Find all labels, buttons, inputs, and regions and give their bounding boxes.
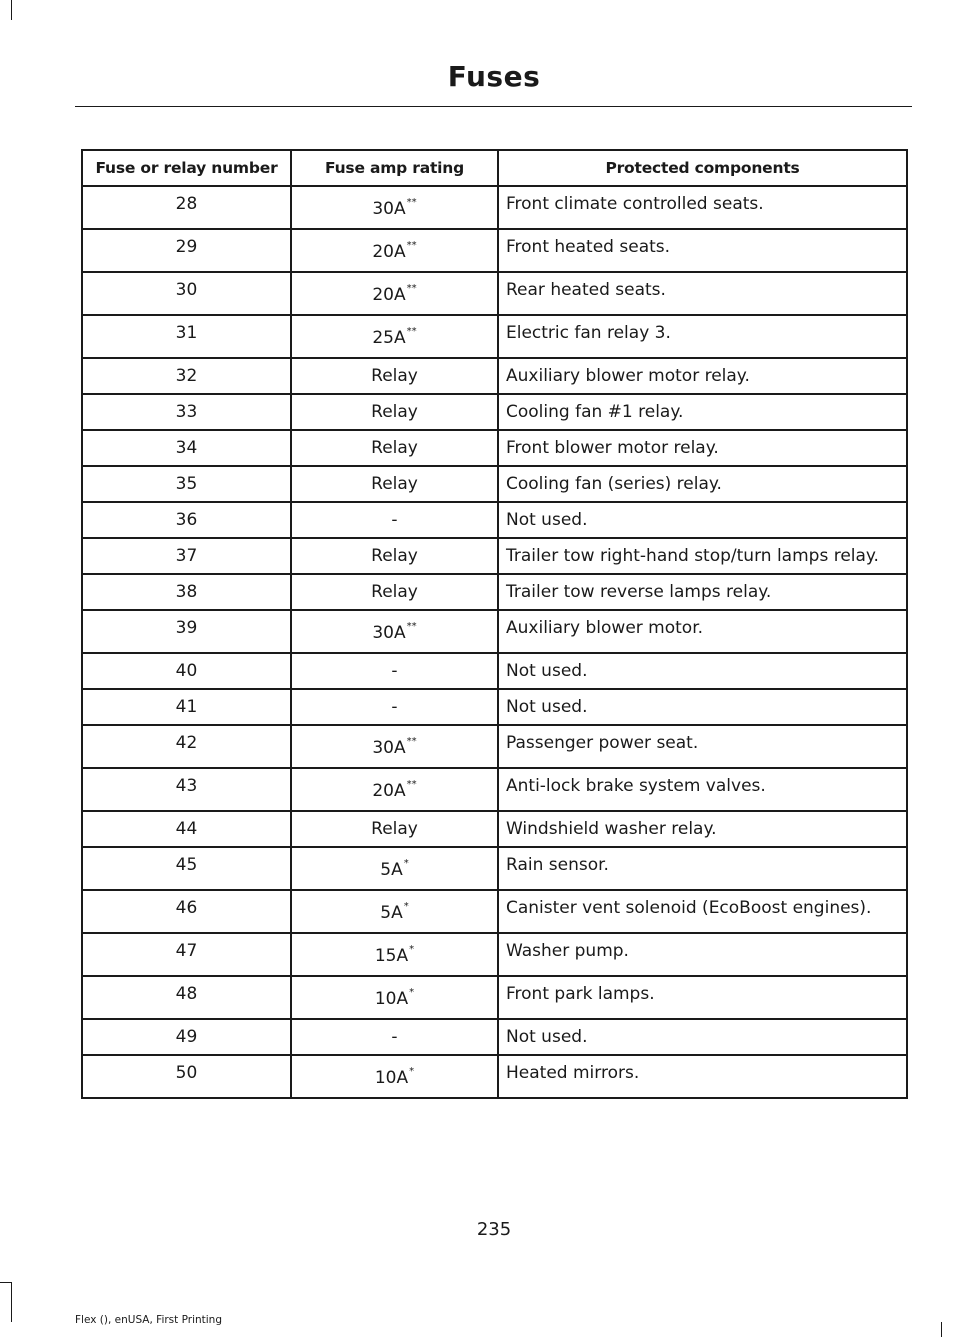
- protected-component: Cooling fan #1 relay.: [498, 394, 907, 430]
- amp-rating: [380, 898, 408, 926]
- amp-rating: [375, 1063, 414, 1091]
- fuse-number: 41: [82, 689, 291, 725]
- amp-rating-value: -: [391, 697, 398, 717]
- amp-rating: [372, 280, 416, 308]
- table-row: [82, 847, 907, 890]
- table-row: [82, 689, 907, 725]
- table-row: [82, 430, 907, 466]
- table-row: [82, 538, 907, 574]
- amp-rating: [375, 941, 414, 969]
- table-row: [82, 358, 907, 394]
- table-row: [82, 976, 907, 1019]
- crop-mark-bottom-left-h: [0, 1282, 12, 1283]
- protected-component: Not used.: [498, 653, 907, 689]
- amp-rating-value: 10A: [374, 989, 409, 1009]
- fuse-table-body: [82, 186, 907, 1098]
- footnote-marker: *: [409, 1066, 415, 1077]
- table-header-row: [82, 150, 907, 186]
- footnote-marker: **: [406, 779, 417, 790]
- amp-rating: [371, 474, 418, 495]
- amp-rating: [371, 546, 418, 567]
- table-row: [82, 933, 907, 976]
- amp-rating: [372, 237, 416, 265]
- amp-rating-cell: [291, 811, 498, 847]
- protected-component: Front heated seats.: [498, 229, 907, 272]
- title-divider: [75, 106, 912, 107]
- fuse-number: 32: [82, 358, 291, 394]
- amp-rating-cell: [291, 466, 498, 502]
- table-row: [82, 315, 907, 358]
- protected-component: Heated mirrors.: [498, 1055, 907, 1098]
- fuse-number: 40: [82, 653, 291, 689]
- amp-rating-value: Relay: [371, 366, 418, 386]
- protected-component: Anti-lock brake system valves.: [498, 768, 907, 811]
- amp-rating-cell: [291, 574, 498, 610]
- amp-rating-cell: [291, 768, 498, 811]
- amp-rating: [372, 618, 416, 646]
- footnote-marker: **: [406, 326, 417, 337]
- fuse-number: 34: [82, 430, 291, 466]
- protected-component: Auxiliary blower motor relay.: [498, 358, 907, 394]
- table-row: [82, 890, 907, 933]
- amp-rating: [391, 510, 397, 531]
- fuse-number: 39: [82, 610, 291, 653]
- amp-rating: [391, 661, 397, 682]
- amp-rating-value: Relay: [371, 582, 418, 602]
- amp-rating-value: 5A: [380, 903, 403, 923]
- protected-component: Front climate controlled seats.: [498, 186, 907, 229]
- amp-rating: [371, 402, 418, 423]
- fuse-number: 49: [82, 1019, 291, 1055]
- table-row: [82, 811, 907, 847]
- amp-rating-cell: [291, 653, 498, 689]
- amp-rating-cell: [291, 186, 498, 229]
- fuse-number: 30: [82, 272, 291, 315]
- amp-rating-value: Relay: [371, 474, 418, 494]
- amp-rating: [375, 984, 414, 1012]
- table-row: [82, 1055, 907, 1098]
- fuse-number: 43: [82, 768, 291, 811]
- protected-component: Not used.: [498, 689, 907, 725]
- footnote-marker: *: [409, 987, 415, 998]
- protected-component: Not used.: [498, 502, 907, 538]
- amp-rating-cell: [291, 229, 498, 272]
- amp-rating-value: -: [391, 510, 398, 530]
- amp-rating-value: 20A: [372, 781, 406, 801]
- fuse-number: 28: [82, 186, 291, 229]
- amp-rating-value: 20A: [372, 285, 406, 305]
- amp-rating-value: 15A: [374, 946, 409, 966]
- fuse-number: 36: [82, 502, 291, 538]
- amp-rating-cell: [291, 933, 498, 976]
- column-header-number: Fuse or relay number: [82, 150, 291, 186]
- table-row: [82, 574, 907, 610]
- table-row: [82, 229, 907, 272]
- protected-component: Front blower motor relay.: [498, 430, 907, 466]
- protected-component: Electric fan relay 3.: [498, 315, 907, 358]
- table-row: [82, 394, 907, 430]
- amp-rating: [372, 776, 416, 804]
- edition-footer: Flex (), enUSA, First Printing: [75, 1314, 222, 1326]
- fuse-table: [81, 149, 908, 1099]
- protected-component: Rain sensor.: [498, 847, 907, 890]
- table-row: [82, 725, 907, 768]
- fuse-number: 50: [82, 1055, 291, 1098]
- amp-rating-cell: [291, 430, 498, 466]
- amp-rating-value: 30A: [372, 623, 406, 643]
- amp-rating-cell: [291, 890, 498, 933]
- footnote-marker: **: [406, 736, 417, 747]
- protected-component: Washer pump.: [498, 933, 907, 976]
- amp-rating-cell: [291, 358, 498, 394]
- fuse-number: 37: [82, 538, 291, 574]
- amp-rating: [380, 855, 408, 883]
- amp-rating-value: -: [391, 661, 398, 681]
- amp-rating: [371, 582, 418, 603]
- protected-component: Canister vent solenoid (EcoBoost engines).: [498, 890, 907, 933]
- fuse-number: 45: [82, 847, 291, 890]
- amp-rating-cell: [291, 1055, 498, 1098]
- amp-rating-value: 30A: [372, 738, 406, 758]
- amp-rating-value: Relay: [371, 819, 418, 839]
- table-row: [82, 186, 907, 229]
- amp-rating-value: 10A: [374, 1068, 409, 1088]
- crop-mark-bottom-left: [11, 1282, 12, 1322]
- amp-rating-cell: [291, 610, 498, 653]
- footnote-marker: **: [406, 197, 417, 208]
- page-number: 235: [476, 1219, 512, 1240]
- fuse-number: 33: [82, 394, 291, 430]
- amp-rating-value: -: [391, 1027, 398, 1047]
- fuse-number: 31: [82, 315, 291, 358]
- amp-rating-cell: [291, 538, 498, 574]
- fuse-number: 38: [82, 574, 291, 610]
- table-row: [82, 610, 907, 653]
- amp-rating-cell: [291, 502, 498, 538]
- crop-mark-bottom-right: [941, 1322, 942, 1337]
- amp-rating-value: 5A: [380, 860, 403, 880]
- amp-rating-value: Relay: [371, 438, 418, 458]
- amp-rating-cell: [291, 315, 498, 358]
- protected-component: Cooling fan (series) relay.: [498, 466, 907, 502]
- amp-rating: [391, 697, 397, 718]
- protected-component: Trailer tow right-hand stop/turn lamps relay.: [498, 538, 907, 574]
- footnote-marker: **: [406, 240, 417, 251]
- fuse-number: 29: [82, 229, 291, 272]
- amp-rating-cell: [291, 1019, 498, 1055]
- protected-component: Trailer tow reverse lamps relay.: [498, 574, 907, 610]
- amp-rating-value: Relay: [371, 402, 418, 422]
- fuse-number: 46: [82, 890, 291, 933]
- amp-rating-value: 20A: [372, 242, 406, 262]
- protected-component: Auxiliary blower motor.: [498, 610, 907, 653]
- protected-component: Front park lamps.: [498, 976, 907, 1019]
- fuse-number: 47: [82, 933, 291, 976]
- protected-component: Windshield washer relay.: [498, 811, 907, 847]
- amp-rating: [371, 438, 418, 459]
- page-title: Fuses: [447, 60, 541, 93]
- protected-component: Passenger power seat.: [498, 725, 907, 768]
- column-header-amp: Fuse amp rating: [291, 150, 498, 186]
- table-row: [82, 768, 907, 811]
- amp-rating-value: 30A: [372, 199, 406, 219]
- amp-rating-cell: [291, 689, 498, 725]
- amp-rating: [391, 1027, 397, 1048]
- table-row: [82, 502, 907, 538]
- amp-rating: [371, 366, 418, 387]
- protected-component: Rear heated seats.: [498, 272, 907, 315]
- table-row: [82, 272, 907, 315]
- fuse-number: 42: [82, 725, 291, 768]
- amp-rating-cell: [291, 272, 498, 315]
- crop-mark-top-left: [11, 0, 12, 20]
- amp-rating-cell: [291, 976, 498, 1019]
- amp-rating: [371, 819, 418, 840]
- fuse-number: 48: [82, 976, 291, 1019]
- amp-rating-cell: [291, 725, 498, 768]
- amp-rating: [372, 194, 416, 222]
- footnote-marker: **: [406, 283, 417, 294]
- amp-rating: [372, 323, 416, 351]
- amp-rating-value: 25A: [372, 328, 406, 348]
- amp-rating-cell: [291, 394, 498, 430]
- amp-rating: [372, 733, 416, 761]
- table-row: [82, 466, 907, 502]
- amp-rating-value: Relay: [371, 546, 418, 566]
- fuse-number: 35: [82, 466, 291, 502]
- footnote-marker: *: [409, 944, 415, 955]
- amp-rating-cell: [291, 847, 498, 890]
- footnote-marker: *: [403, 901, 409, 912]
- footnote-marker: *: [403, 858, 409, 869]
- table-row: [82, 653, 907, 689]
- fuse-number: 44: [82, 811, 291, 847]
- footnote-marker: **: [406, 621, 417, 632]
- table-row: [82, 1019, 907, 1055]
- protected-component: Not used.: [498, 1019, 907, 1055]
- column-header-components: Protected components: [498, 150, 907, 186]
